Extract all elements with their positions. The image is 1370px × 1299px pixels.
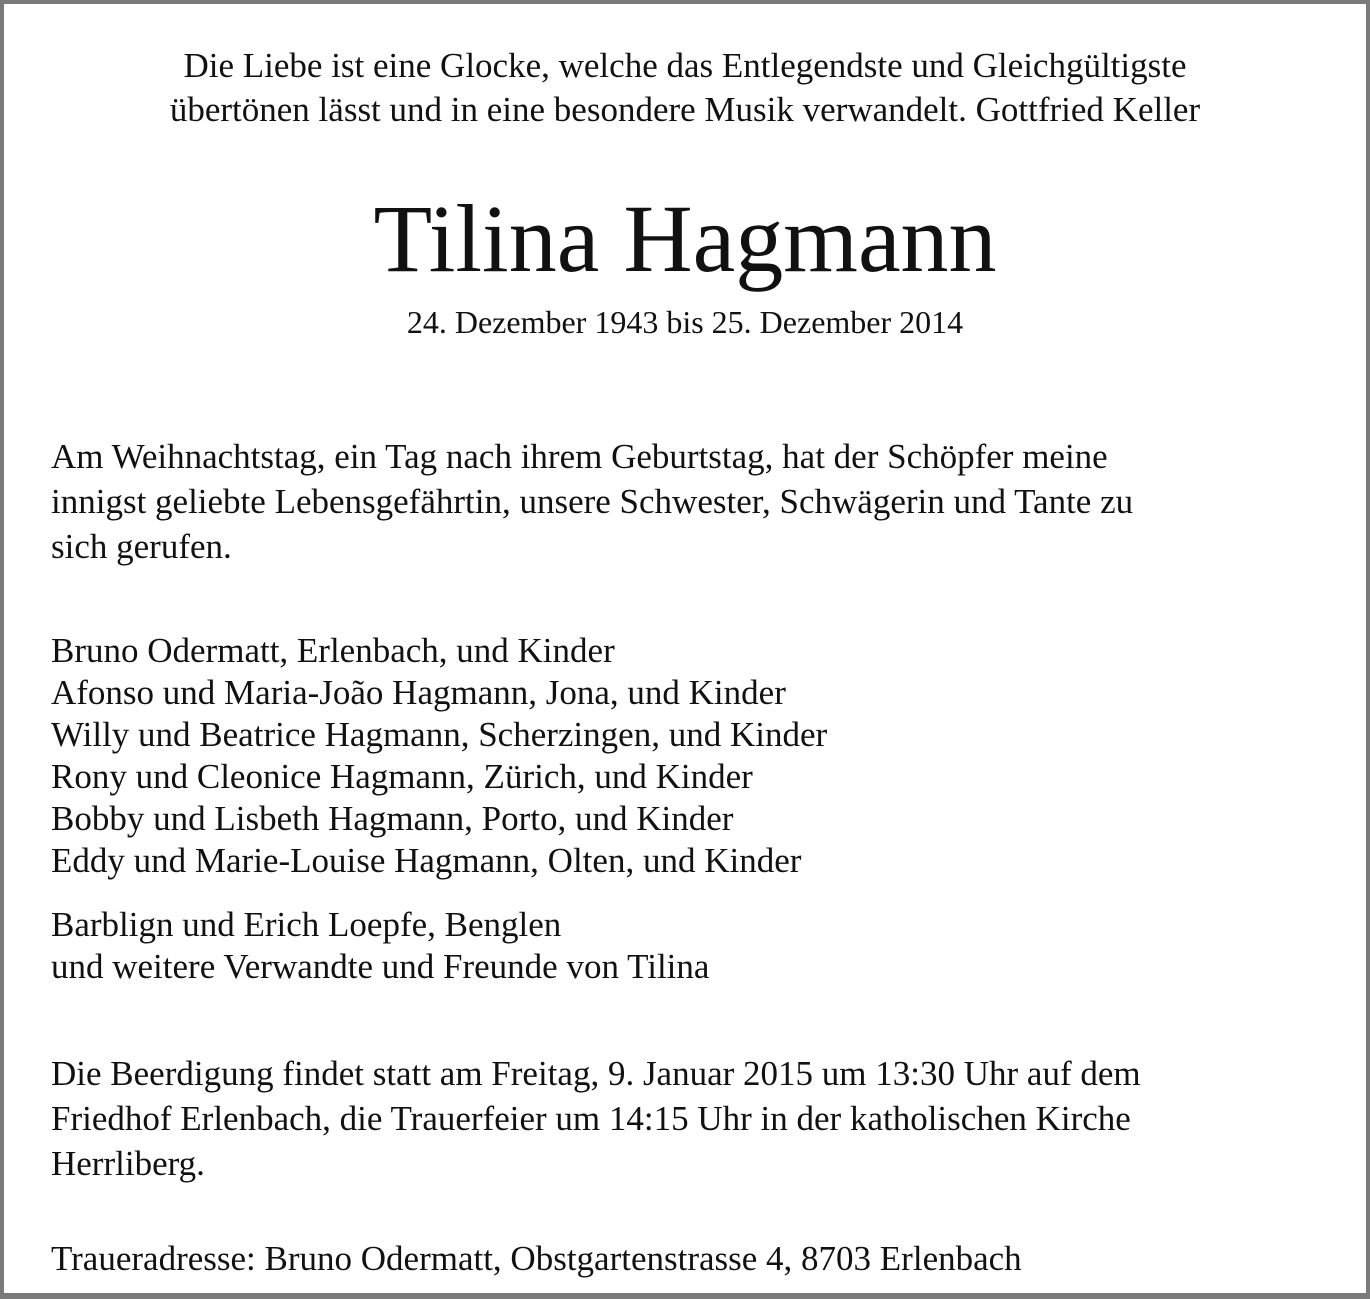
funeral-details	[51, 1051, 1341, 1186]
mourner-entry: Eddy und Marie-Louise Hagmann, Olten, und Kinder	[51, 841, 802, 880]
paragraph-line: Am Weihnachtstag, ein Tag nach ihrem Geburtstag, hat der Schöpfer meine	[51, 437, 1108, 476]
life-dates: 24. Dezember 1943 bis 25. Dezember 2014	[406, 304, 964, 340]
mourner-entry: Willy und Beatrice Hagmann, Scherzingen, und Kinder	[51, 715, 828, 754]
mourner-entry: Bruno Odermatt, Erlenbach, und Kinder	[51, 631, 615, 670]
mourner-entry: Afonso und Maria-João Hagmann, Jona, und Kinder	[51, 673, 786, 712]
mourners-list	[51, 630, 1341, 882]
quote-line: Die Liebe ist eine Glocke, welche das Entlegendste und Gleichgültigste	[183, 46, 1187, 85]
paragraph-line: sich gerufen.	[51, 527, 232, 566]
mourner-entry: und weitere Verwandte und Freunde von Tilina	[51, 947, 710, 986]
deceased-name: Tilina Hagmann	[373, 185, 997, 292]
paragraph-line: Die Beerdigung findet statt am Freitag, 9. Januar 2015 um 13:30 Uhr auf dem	[51, 1054, 1141, 1093]
paragraph-line: Herrliberg.	[51, 1144, 205, 1183]
epigraph-quote	[0, 44, 1370, 132]
mourner-entry: Bobby und Lisbeth Hagmann, Porto, und Kinder	[51, 799, 734, 838]
mourning-address: Traueradresse: Bruno Odermatt, Obstgartenstrasse 4, 8703 Erlenbach	[51, 1239, 1022, 1278]
intro-paragraph	[51, 434, 1341, 569]
paragraph-line: Friedhof Erlenbach, die Trauerfeier um 14:15 Uhr in der katholischen Kirche	[51, 1099, 1131, 1138]
quote-line: übertönen lässt und in eine besondere Musik verwandelt. Gottfried Keller	[169, 90, 1201, 129]
mourner-entry: Barblign und Erich Loepfe, Benglen	[51, 905, 562, 944]
paragraph-line: innigst geliebte Lebensgefährtin, unsere Schwester, Schwägerin und Tante zu	[51, 482, 1134, 521]
mourner-entry: Rony und Cleonice Hagmann, Zürich, und Kinder	[51, 757, 753, 796]
additional-mourners	[51, 904, 1341, 988]
